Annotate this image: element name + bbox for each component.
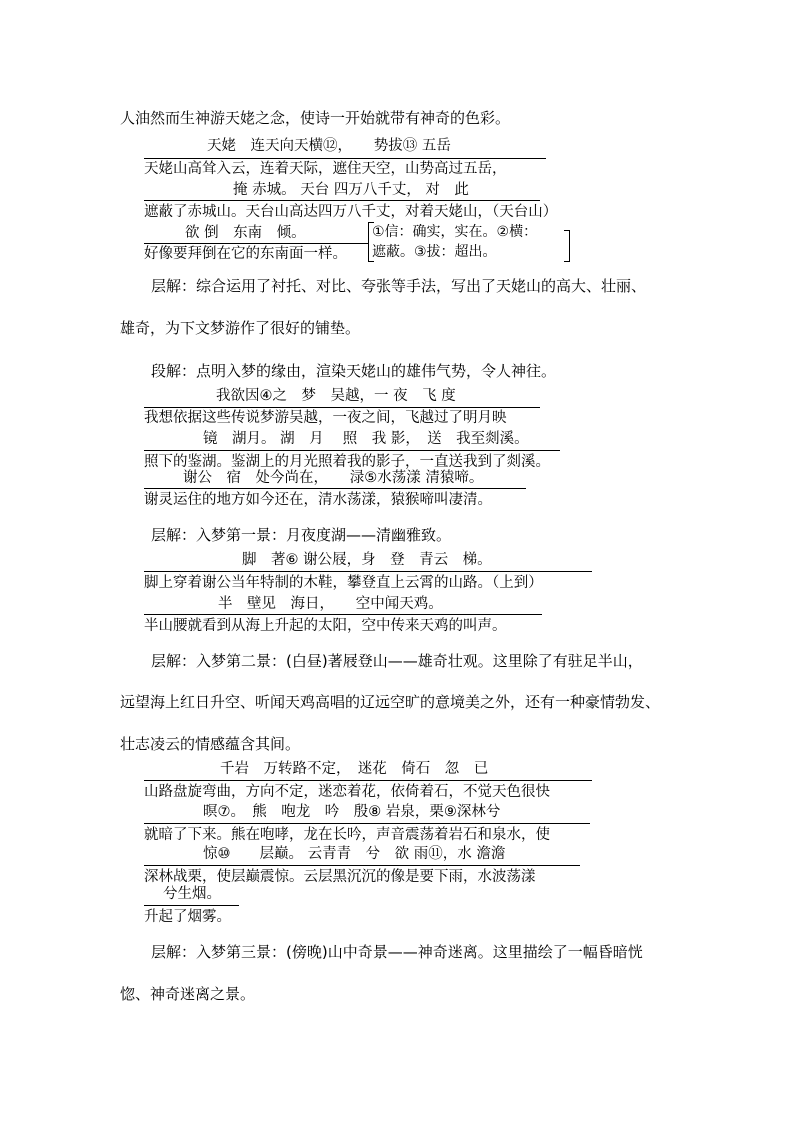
block1-translation-3: 好像要拜倒在它的东南面一样。 [144,246,347,262]
rule [144,158,546,159]
block1-translation-1: 天姥山高耸入云，连着天际，遮住天空，山势高过五岳， [144,161,507,177]
block1-translation-2: 遮蔽了赤城山。天台山高达四万八千丈，对着天姥山，（天台山） [144,204,558,220]
block3-translation-2: 半山腰就看到从海上升起的太阳，空中传来天鸡的叫声。 [144,618,507,634]
ceng-jie-4-line-1: 层解：入梦第三景：(傍晚)山中奇景——神奇迷离。这里描绘了一幅昏暗恍 [151,943,643,961]
rule [144,905,239,906]
block3-original-2: 半 壁见 海日， 空中闻天鸡。 [218,596,443,612]
block4-original-4: 兮生烟。 [163,886,221,902]
ceng-jie-1-line-1: 层解：综合运用了衬托、对比、夸张等手法，写出了天姥山的高大、壮丽、 [151,277,647,295]
rule [144,614,542,615]
top-line: 人油然而生神游天姥之念，使诗一开始就带有神奇的色彩。 [120,109,511,127]
rule [144,488,526,489]
ceng-jie-3-line-2: 远望海上红日升空、听闻天鸡高唱的辽远空旷的意境美之外，还有一种豪情勃发、 [120,693,661,711]
rule [144,865,580,866]
ceng-jie-3-line-3: 壮志凌云的情感蕴含其间。 [120,735,301,753]
ceng-jie-1-line-2: 雄奇，为下文梦游作了很好的铺垫。 [120,319,361,337]
rule [144,243,369,244]
block1-original-3: 欲 倒 东南 倾。 [185,225,306,241]
block4-original-3: 惊⑩ 层巅。 云青青 兮 欲 雨⑪，水 澹澹 [203,846,506,862]
note-line-2: 遮蔽。③拔：超出。 [372,244,497,260]
block2-translation-2: 照下的鉴湖。鉴湖上的月光照着我的影子，一直送我到了剡溪。 [144,454,550,470]
ceng-jie-2: 层解：入梦第一景：月夜度湖——清幽雅致。 [151,526,452,544]
rule [144,780,592,781]
block4-translation-1: 山路盘旋弯曲，方向不定，迷恋着花，依倚着石，不觉天色很快 [144,784,550,800]
block3-original-1: 脚 著⑥ 谢公屐，身 登 青云 梯。 [242,552,492,568]
block2-translation-3: 谢灵运住的地方如今还在，清水荡漾，猿猴啼叫凄清。 [144,492,492,508]
block4-translation-2: 就暗了下来。熊在咆哮，龙在长吟，声音震荡着岩石和泉水，使 [144,827,550,843]
note-line-1: ①信：确实，实在。②横： [372,224,538,240]
block4-translation-4: 升起了烟雾。 [144,909,231,925]
block2-original-1: 我欲因④之 梦 吴越，一 夜 飞 度 [216,388,456,404]
block4-original-1: 千岩 万转路不定， 迷花 倚石 忽 已 [220,761,489,777]
ceng-jie-4-line-2: 惚、神奇迷离之景。 [120,985,256,1003]
rule [144,823,590,824]
rule [144,450,560,451]
block3-translation-1: 脚上穿着谢公当年特制的木鞋，攀登直上云霄的山路。（上到） [144,575,543,591]
ceng-jie-3-line-1: 层解：入梦第二景：(白昼)著屐登山——雄奇壮观。这里除了有驻足半山， [151,652,643,670]
block4-original-2: 暝⑦。 熊 咆龙 吟 殷⑧ 岩泉，栗⑨深林兮 [203,804,501,820]
rule [144,571,592,572]
block1-original-1: 天姥 连天向天横⑫， 势拔⑬ 五岳 [207,138,451,154]
rule [144,200,540,201]
block2-original-2: 镜 湖月。 湖 月 照 我 影， 送 我至剡溪。 [203,431,529,447]
rule [144,407,540,408]
block2-translation-1: 我想依据这些传说梦游吴越，一夜之间，飞越过了明月映 [144,410,507,426]
block4-translation-3: 深林战栗，使层巅震惊。云层黑沉沉的像是要下雨，水波荡漾 [144,869,536,885]
note-bracket-right [564,230,570,262]
block1-original-2: 掩 赤城。 天台 四万八千丈， 对 此 [233,182,469,198]
duan-jie: 段解：点明入梦的缘由，渲染天姥山的雄伟气势，令人神往。 [151,362,557,380]
block2-original-3: 谢公 宿 处今尚在， 渌⑤水荡漾 清猿啼。 [183,470,484,486]
